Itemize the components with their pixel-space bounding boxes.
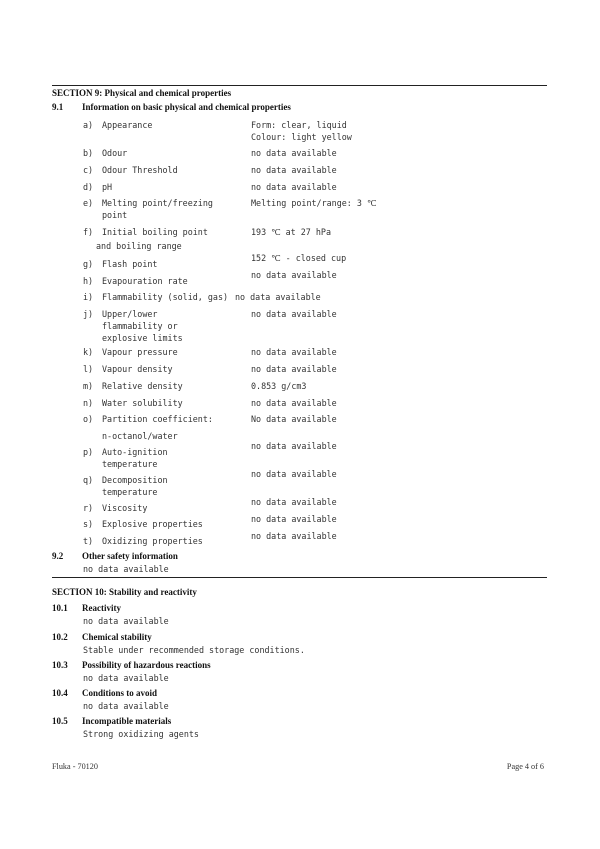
property-letter: s) xyxy=(83,519,94,529)
subsection-number: 10.2 xyxy=(52,632,68,642)
subsection-9-1-heading xyxy=(52,102,452,114)
subsection-10-1-text: no data available xyxy=(83,616,169,626)
subsection-title: Chemical stability xyxy=(82,632,152,642)
property-label: and boiling range xyxy=(96,241,182,251)
section9-top-rule xyxy=(52,85,547,86)
property-label: Evapouration rate xyxy=(102,276,188,286)
property-value: Melting point/range: 3 ℃ xyxy=(251,198,377,208)
property-label: Odour Threshold xyxy=(102,165,178,175)
property-letter: t) xyxy=(83,536,94,546)
subsection-title: Other safety information xyxy=(82,551,178,561)
property-label: Odour xyxy=(102,148,128,158)
footer-product-code: Fluka - 70120 xyxy=(52,762,98,771)
property-value: no data available xyxy=(251,497,337,507)
property-label: n-octanol/water xyxy=(102,431,178,441)
subsection-10-5-heading xyxy=(52,716,452,728)
property-letter: a) xyxy=(83,120,94,130)
property-label: Vapour pressure xyxy=(102,347,178,357)
subsection-9-2-heading xyxy=(52,551,452,563)
property-letter: d) xyxy=(83,182,94,192)
property-value: no data available xyxy=(251,514,337,524)
property-label: Upper/lower flammability or explosive limits xyxy=(102,309,183,343)
subsection-10-3-text: no data available xyxy=(83,673,169,683)
property-value: no data available xyxy=(251,441,337,451)
property-label: Explosive properties xyxy=(102,519,203,529)
property-value: no data available xyxy=(251,165,337,175)
property-letter: q) xyxy=(83,475,94,485)
footer-page-number: Page 4 of 6 xyxy=(506,762,544,771)
property-letter: f) xyxy=(83,227,94,237)
property-label: Auto-ignition temperature xyxy=(102,447,168,469)
property-label: Flash point xyxy=(102,259,158,269)
subsection-10-5-text: Strong oxidizing agents xyxy=(83,729,199,739)
property-value: no data available xyxy=(251,182,337,192)
property-letter: m) xyxy=(83,381,94,391)
property-value: 0.853 g/cm3 xyxy=(251,381,307,391)
property-letter: n) xyxy=(83,398,94,408)
property-value: 193 ℃ at 27 hPa xyxy=(251,227,331,237)
property-label: Decomposition temperature xyxy=(102,475,168,497)
property-label: pH xyxy=(102,182,113,192)
section10-title: SECTION 10: Stability and reactivity xyxy=(52,587,197,597)
property-label: Initial boiling point xyxy=(102,227,208,237)
property-value: no data available xyxy=(251,347,337,357)
property-label: Appearance xyxy=(102,120,153,130)
subsection-10-2-heading xyxy=(52,632,452,644)
property-value: no data available xyxy=(251,364,337,374)
property-letter: i) xyxy=(83,292,94,302)
subsection-10-4-heading xyxy=(52,688,452,700)
property-letter: j) xyxy=(83,309,94,319)
section10-top-rule xyxy=(52,577,547,578)
property-label: Vapour density xyxy=(102,364,173,374)
property-letter: h) xyxy=(83,276,94,286)
subsection-10-2-text: Stable under recommended storage conditions. xyxy=(83,645,305,655)
property-label: Melting point/freezing point xyxy=(102,198,213,220)
property-letter: p) xyxy=(83,447,94,457)
property-label: Partition coefficient: xyxy=(102,414,213,424)
subsection-number: 9.2 xyxy=(52,551,64,561)
property-letter: e) xyxy=(83,198,94,208)
property-value: no data available xyxy=(251,148,337,158)
subsection-number: 10.4 xyxy=(52,688,68,698)
subsection-10-4-text: no data available xyxy=(83,701,169,711)
property-value: no data available xyxy=(251,469,337,479)
subsection-number: 10.3 xyxy=(52,660,68,670)
subsection-number: 9.1 xyxy=(52,102,64,112)
section9-title: SECTION 9: Physical and chemical properties xyxy=(52,88,232,98)
property-value: no data available xyxy=(251,270,337,280)
property-label: Viscosity xyxy=(102,503,148,513)
subsection-number: 10.1 xyxy=(52,603,68,613)
subsection-title: Conditions to avoid xyxy=(82,688,158,698)
subsection-title: Possibility of hazardous reactions xyxy=(82,660,211,670)
property-value: no data available xyxy=(251,531,337,541)
property-letter: g) xyxy=(83,259,94,269)
property-letter: k) xyxy=(83,347,94,357)
property-letter: c) xyxy=(83,165,94,175)
property-value: no data available xyxy=(235,292,321,302)
subsection-number: 10.5 xyxy=(52,716,68,726)
subsection-title: Information on basic physical and chemical properties xyxy=(82,102,291,112)
subsection-title: Reactivity xyxy=(82,603,121,613)
subsection-10-3-heading xyxy=(52,660,452,672)
property-value: no data available xyxy=(251,398,337,408)
property-value: 152 ℃ - closed cup xyxy=(251,253,347,263)
property-value: Form: clear, liquid Colour: light yellow xyxy=(251,120,352,142)
property-letter: l) xyxy=(83,364,94,374)
property-label: Relative density xyxy=(102,381,183,391)
property-label: Oxidizing properties xyxy=(102,536,203,546)
property-value: No data available xyxy=(251,414,337,424)
property-letter: o) xyxy=(83,414,94,424)
property-label: Water solubility xyxy=(102,398,183,408)
subsection-9-2-text: no data available xyxy=(83,564,169,574)
property-label: Flammability (solid, gas) xyxy=(102,292,229,302)
property-letter: r) xyxy=(83,503,94,513)
property-letter: b) xyxy=(83,148,94,158)
property-value: no data available xyxy=(251,309,337,319)
subsection-title: Incompatible materials xyxy=(82,716,172,726)
subsection-10-1-heading xyxy=(52,603,452,615)
